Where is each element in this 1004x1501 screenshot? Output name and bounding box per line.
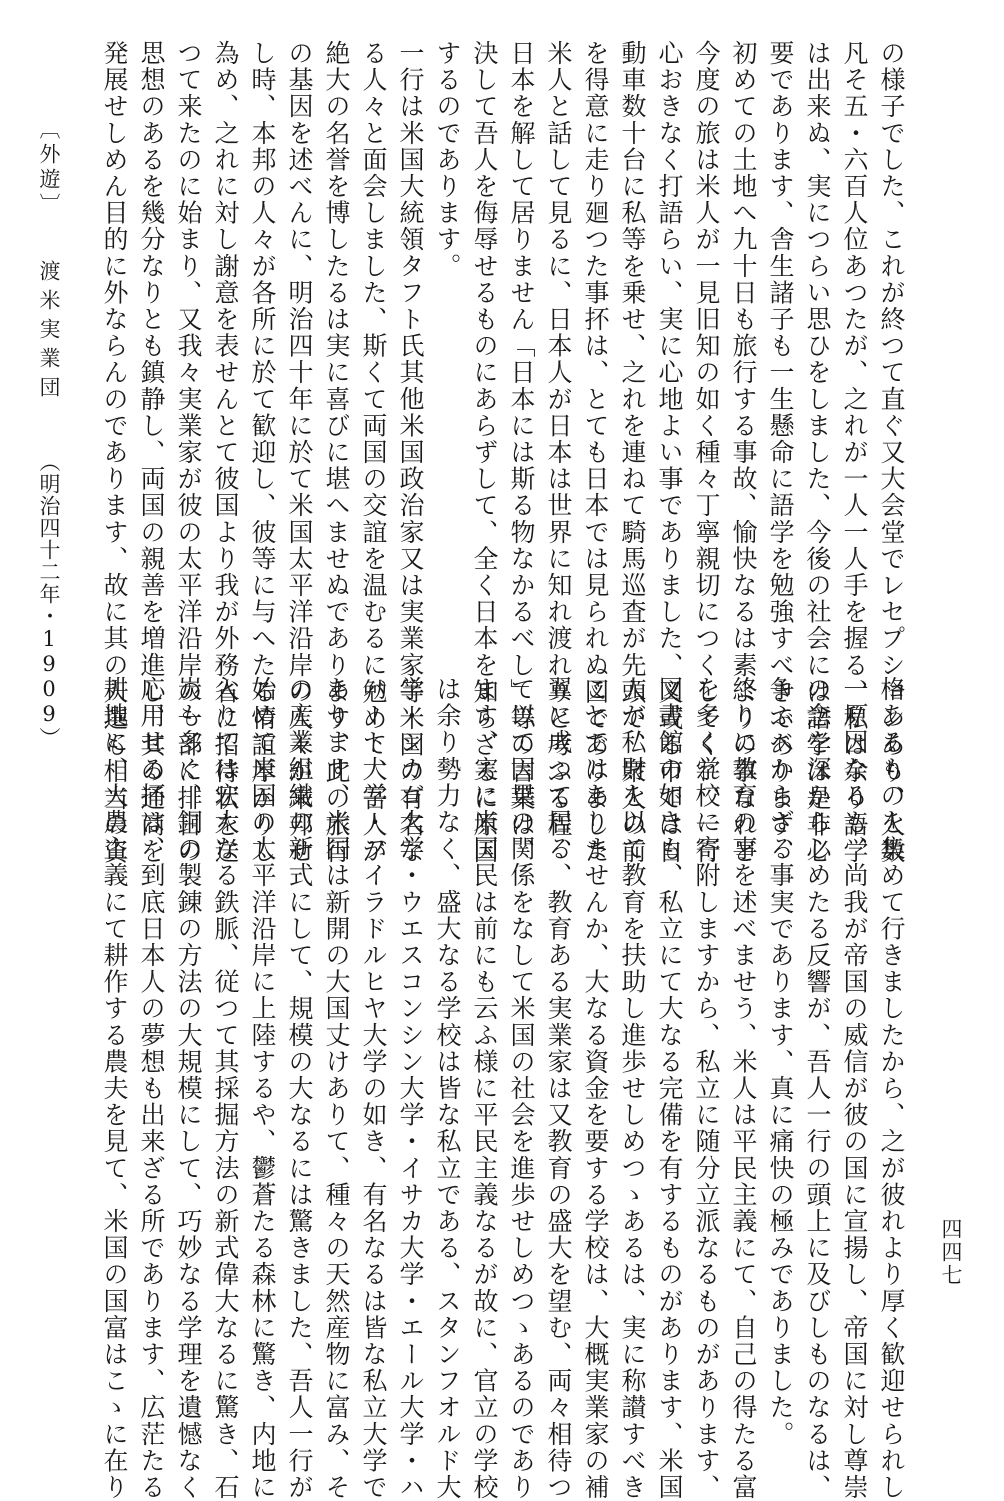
text-line: の念を深からしめたる反響が、吾人一行の頭上に及びしものなるは、: [803, 676, 832, 1501]
section-tag: 〔外遊〕: [37, 118, 61, 218]
text-line: 為め、之れに対し謝意を表せんとて彼国より我が外務省に招待状を送: [211, 40, 240, 865]
text-line: 初めての土地へ九十日も旅行する事故、愉快なるは素よりの事なれど: [729, 40, 758, 865]
text-line: バート大学・フイラドルヒヤ大学の如き、有名なるは皆な私立大学で: [359, 676, 388, 1501]
text-line: 動車数十台に私等を乗せ、之れを連ねて騎馬巡査が先頭で、衆人の前: [618, 40, 647, 865]
text-line: 争ふべからざる事実であります、真に痛快の極みでありました。: [766, 676, 795, 1448]
text-line: 発展せしめん目的に外ならんのであります、故に其の人選も相当の資: [100, 40, 129, 865]
text-line: 終りに教育の事を述べませう、米人は平民主義にて、自己の得たる富: [729, 676, 758, 1501]
text-line: ことではありませんか、大なる資金を要する学校は、大概実業家の補: [581, 676, 610, 1501]
text-line: の基因を述べんに、明治四十年に於て米国太平洋沿岸の人々が来邦せ: [285, 40, 314, 865]
text-line: る人々と面会しました、斯くて両国の交誼を温むるに勉めて、吾人が: [359, 40, 388, 865]
text-line: 耕地に、大農主義にて耕作する農夫を見て、米国の国富はこゝに在り: [100, 676, 129, 1501]
text-line: つて来たのに始まり、又我々実業家が彼の太平洋沿岸の一部に排日の: [174, 40, 203, 865]
text-line: 図書館の如きも、私立にて大なる完備を有するものがあります、米国: [655, 676, 684, 1501]
running-head: [34, 118, 64, 749]
text-line: 米人と話して見るに、日本人が日本は世界に知れ渡れりと考ふる程、: [544, 40, 573, 865]
text-line: は出来ぬ、実につらい思ひをしました、今後の社会には語学は是非必: [803, 40, 832, 865]
text-line: 絶大の名誉を博したるは実に喜びに堪へませぬであります、此の旅行: [322, 40, 351, 865]
text-line: 格あるものを集めて行きましたから、之が彼れより厚く歓迎せられし: [877, 676, 906, 1501]
text-line: 要であります、舎生諸子も一生懸命に語学を勉強すべきであります、: [766, 40, 795, 865]
text-line: 翼に成つて居る、教育ある実業家は又教育の盛大を望む、両々相待つ: [544, 676, 573, 1501]
text-line: 一行は米国大統領タフト氏其他米国政治家又は実業家等米国の有名な: [396, 40, 425, 865]
text-line: 心おきなく打語らい、実に心地よい事でありました、又或る市では自: [655, 40, 684, 865]
era-note: （明治四十二年・1909）: [37, 451, 61, 749]
text-line: 一原因なるも、尚我が帝国の威信が彼の国に宣揚し、帝国に対し尊崇: [840, 676, 869, 1501]
upper-text-block: [90, 40, 910, 865]
text-line: を多く学校に寄附しますから、私立に随分立派なるものがあります、: [692, 676, 721, 1501]
text-line: の様子でした、これが終つて直ぐ又大会堂でレセプションあり、人数: [877, 40, 906, 865]
text-line: 人が私財を以て教育を扶助し進歩せしめつゝあるは、実に称讃すべき: [618, 676, 647, 1501]
text-line: 凡そ五・六百人位あつたが、之れが一人一人手を握る、私は余り語学: [840, 40, 869, 865]
text-line: 入りては宏大なる鉄脈、従つて其採掘方法の新式偉大なるに驚き、石: [211, 676, 240, 1501]
text-line: は余り勢力なく、盛大なる学校は皆な私立である、スタンフオルド大: [433, 676, 462, 1501]
text-line: 日本を解して居りません「日本には斯る物なかるべし」等の言葉は、: [507, 40, 536, 865]
text-line: するのであります。: [433, 40, 462, 280]
text-line: し時、本邦の人々が各所に於て歓迎し、彼等に与へたる情誼厚かりし: [248, 40, 277, 865]
lower-text-block: [90, 676, 910, 1501]
page-number: 四四七: [939, 1218, 963, 1287]
text-line: あります、米国は新開の大国丈けありて、種々の天然産物に富み、そ: [322, 676, 351, 1501]
text-line: 決して吾人を侮辱せるものにあらずして、全く日本を知らざるに原因: [470, 40, 499, 865]
text-line: を得意に走り廻つた事抔は、とても日本では見られぬ図でありました: [581, 40, 610, 865]
text-line: 炭も多く、銅の製錬の方法の大規模にして、巧妙なる学理を遺憾なく: [174, 676, 203, 1501]
text-line: て以て因果の関係をなして米国の社会を進歩せしめつゝあるのであり: [507, 676, 536, 1501]
text-line: ます、実に米国民は前にも云ふ様に平民主義なるが故に、官立の学校: [470, 676, 499, 1501]
text-line: 学・シカゴ大学・ウエスコンシン大学・イサカ大学・エール大学・ハ: [396, 676, 425, 1501]
text-line: 始めて米国の太平洋沿岸に上陸するや、鬱蒼たる森林に驚き、内地に: [248, 676, 277, 1501]
chapter-title: 渡米実業団: [37, 260, 61, 405]
text-line: 思想のあるを幾分なりとも鎮静し、両国の親善を増進し、其の通商を: [137, 40, 166, 865]
text-line: 応用せる抔は、到底日本人の夢想も出来ざる所であります、広茫たる: [137, 676, 166, 1501]
text-line: の産業組織の新式にして、規模の大なるには驚きました、吾人一行が: [285, 676, 314, 1501]
text-line: 今度の旅は米人が一見旧知の如く種々丁寧親切につくしてくれ、一行: [692, 40, 721, 865]
